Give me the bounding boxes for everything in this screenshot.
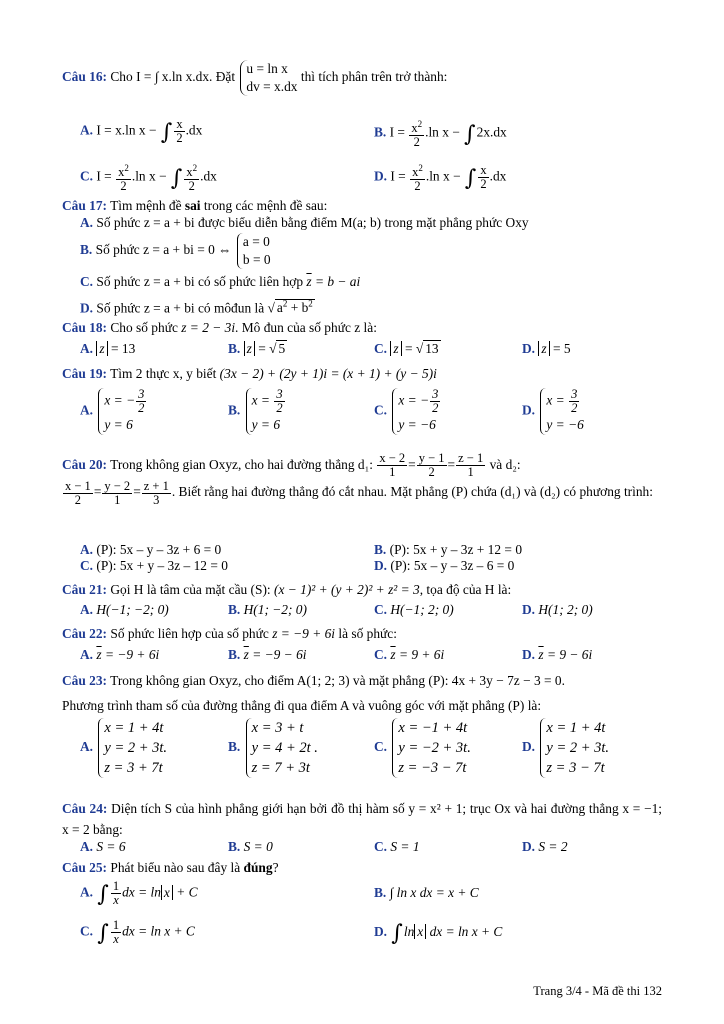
option-20d: D. (P): 5x – y – 3z – 6 = 0 [374,558,515,573]
option-23c: C. x = −1 + 4t y = −2 + 3t. z = −3 − 7t [374,720,471,776]
question-label: Câu 16: [62,69,108,85]
option-24a: A. S = 6 [80,839,126,854]
option-17b: B. Số phức z = a + bi = 0 ⇔ a = 0 b = 0 [80,234,271,267]
option-21c: C. H(−1; 2; 0) [374,602,454,617]
substitution-system: u = ln x dv = x.dx [240,60,297,96]
option-18a: A. z = 13 [80,341,136,356]
option-25b: B. ∫ ln x dx = x + C [374,885,479,900]
question-24: Câu 24: Diện tích S của hình phẳng giới hạn bởi đồ thị hàm số y = x² + 1; trục Ox và hai đường thẳng x = −1; x = 2 bằng: [62,801,662,837]
option-25a: A. ∫ $\frac{1}{x}$ dx = ln x + C [80,879,198,907]
question-18: Câu 18: Cho số phức z = 2 − 3i. Mô đun của số phức z là: [62,320,377,335]
option-19c: C. x = − $\frac{3}{2}$ y = −6 [374,388,441,435]
option-21d: D. H(1; 2; 0) [522,602,593,617]
option-16c: C. I = $\frac{x^2}{2}$ .ln x − ∫ $\frac{x^2}{2}$ .dx [80,163,217,194]
option-20b: B. (P): 5x + y – 3z + 12 = 0 [374,542,523,557]
option-22d: D. $\overline{z} = 9 - 6i$ [522,647,593,662]
page-footer: Trang 3/4 - Mã đề thi 132 [533,984,662,998]
option-17a: A. Số phức z = a + bi được biểu diễn bằng điểm M(a; b) trong mặt phẳng phức Oxy [80,215,529,230]
option-18d: D. z = 5 [522,341,571,356]
option-16a: A. I = x.ln x − ∫ $\frac{x}{2}$ .dx [80,117,203,145]
option-20a: A. (P): 5x – y – 3z + 6 = 0 [80,542,222,557]
option-21b: B. H(1; −2; 0) [228,602,307,617]
option-24c: C. S = 1 [374,839,420,854]
option-19b: B. x = $\frac{3}{2}$ y = 6 [228,388,286,435]
question-21: Câu 21: Gọi H là tâm của mặt cầu (S): (x − 1)² + (y + 2)² + z² = 3, tọa độ của H là: [62,582,512,597]
option-23a: A. x = 1 + 4t y = 2 + 3t. z = 3 + 7t [80,720,168,776]
option-21a: A. H(−1; −2; 0) [80,602,169,617]
option-23d: D. x = 1 + 4t y = 2 + 3t. z = 3 − 7t [522,720,610,776]
option-19d: D. x = $\frac{3}{2}$ y = −6 [522,388,584,435]
option-25c: C. ∫ $\frac{1}{x}$ dx = ln x + C [80,918,195,946]
option-22b: B. $\overline{z} = -9 - 6i$ [228,647,307,662]
question-23: Câu 23: Trong không gian Oxyz, cho điểm A(1; 2; 3) và mặt phẳng (P): 4x + 3y − 7z − 3 = 0. Phương trình tham số của đường thẳng đi qua điểm A và vuông góc với mặt phẳng (P) là: [62,673,565,713]
option-17d: D. Số phức z = a + bi có môđun là √ $a^2 + b^2$ [80,299,313,316]
question-19: Câu 19: Tìm 2 thực x, y biết (3x − 2) + (2y + 1)i = (x + 1) + (y − 5)i [62,366,437,381]
option-16b: B. I = $\frac{x^2}{2}$ .ln x − ∫2x.dx [374,119,507,150]
option-20c: C. (P): 5x + y – 3z – 12 = 0 [80,558,228,573]
question-20: Câu 20: Trong không gian Oxyz, cho hai đường thẳng d₁: $\frac{x - 2}{1}$ = $\frac{y - 1}{2}$ = $\frac{z - 1}{1}$ và d₂: $\frac{x - 1}{2}$ = $\frac{y - 2}{1}$ = $\frac{z + 1}{3}$ . Biết rằng hai đường thẳng đó cắt nhau. Mặt phẳng (P) chứa (d₁) và (d₂) có phương trình: [62,451,653,507]
option-18b: B. z = √ 5 [228,341,286,356]
option-18c: C. z = √ 13 [374,341,439,356]
option-17c: C. Số phức z = a + bi có số phức liên hợp $\overline{z} = b$ − ai [80,274,361,289]
question-17: Câu 17: Tìm mệnh đề sai trong các mệnh đề sau: [62,198,328,213]
question-16: Câu 16: Cho I = ∫ x.ln x.dx. Đặt u = ln x dv = x.dx thì tích phân trên trở thành: [62,61,448,94]
option-22a: A. $\overline{z} = -9 + 6i$ [80,647,160,662]
option-23b: B. x = 3 + t y = 4 + 2t . z = 7 + 3t [228,720,318,776]
option-24b: B. S = 0 [228,839,273,854]
option-25d: D. ∫ln x dx = ln x + C [374,921,503,946]
option-24d: D. S = 2 [522,839,568,854]
question-22: Câu 22: Số phức liên hợp của số phức z = −9 + 6i là số phức: [62,626,397,641]
option-16d: D. I = $\frac{x^2}{2}$ .ln x − ∫ $\frac{x}{2}$ .dx [374,163,507,194]
question-25: Câu 25: Phát biểu nào sau đây là đúng? [62,860,279,875]
option-22c: C. $\overline{z} = 9 + 6i$ [374,647,445,662]
option-19a: A. x = − $\frac{3}{2}$ y = 6 [80,388,147,435]
